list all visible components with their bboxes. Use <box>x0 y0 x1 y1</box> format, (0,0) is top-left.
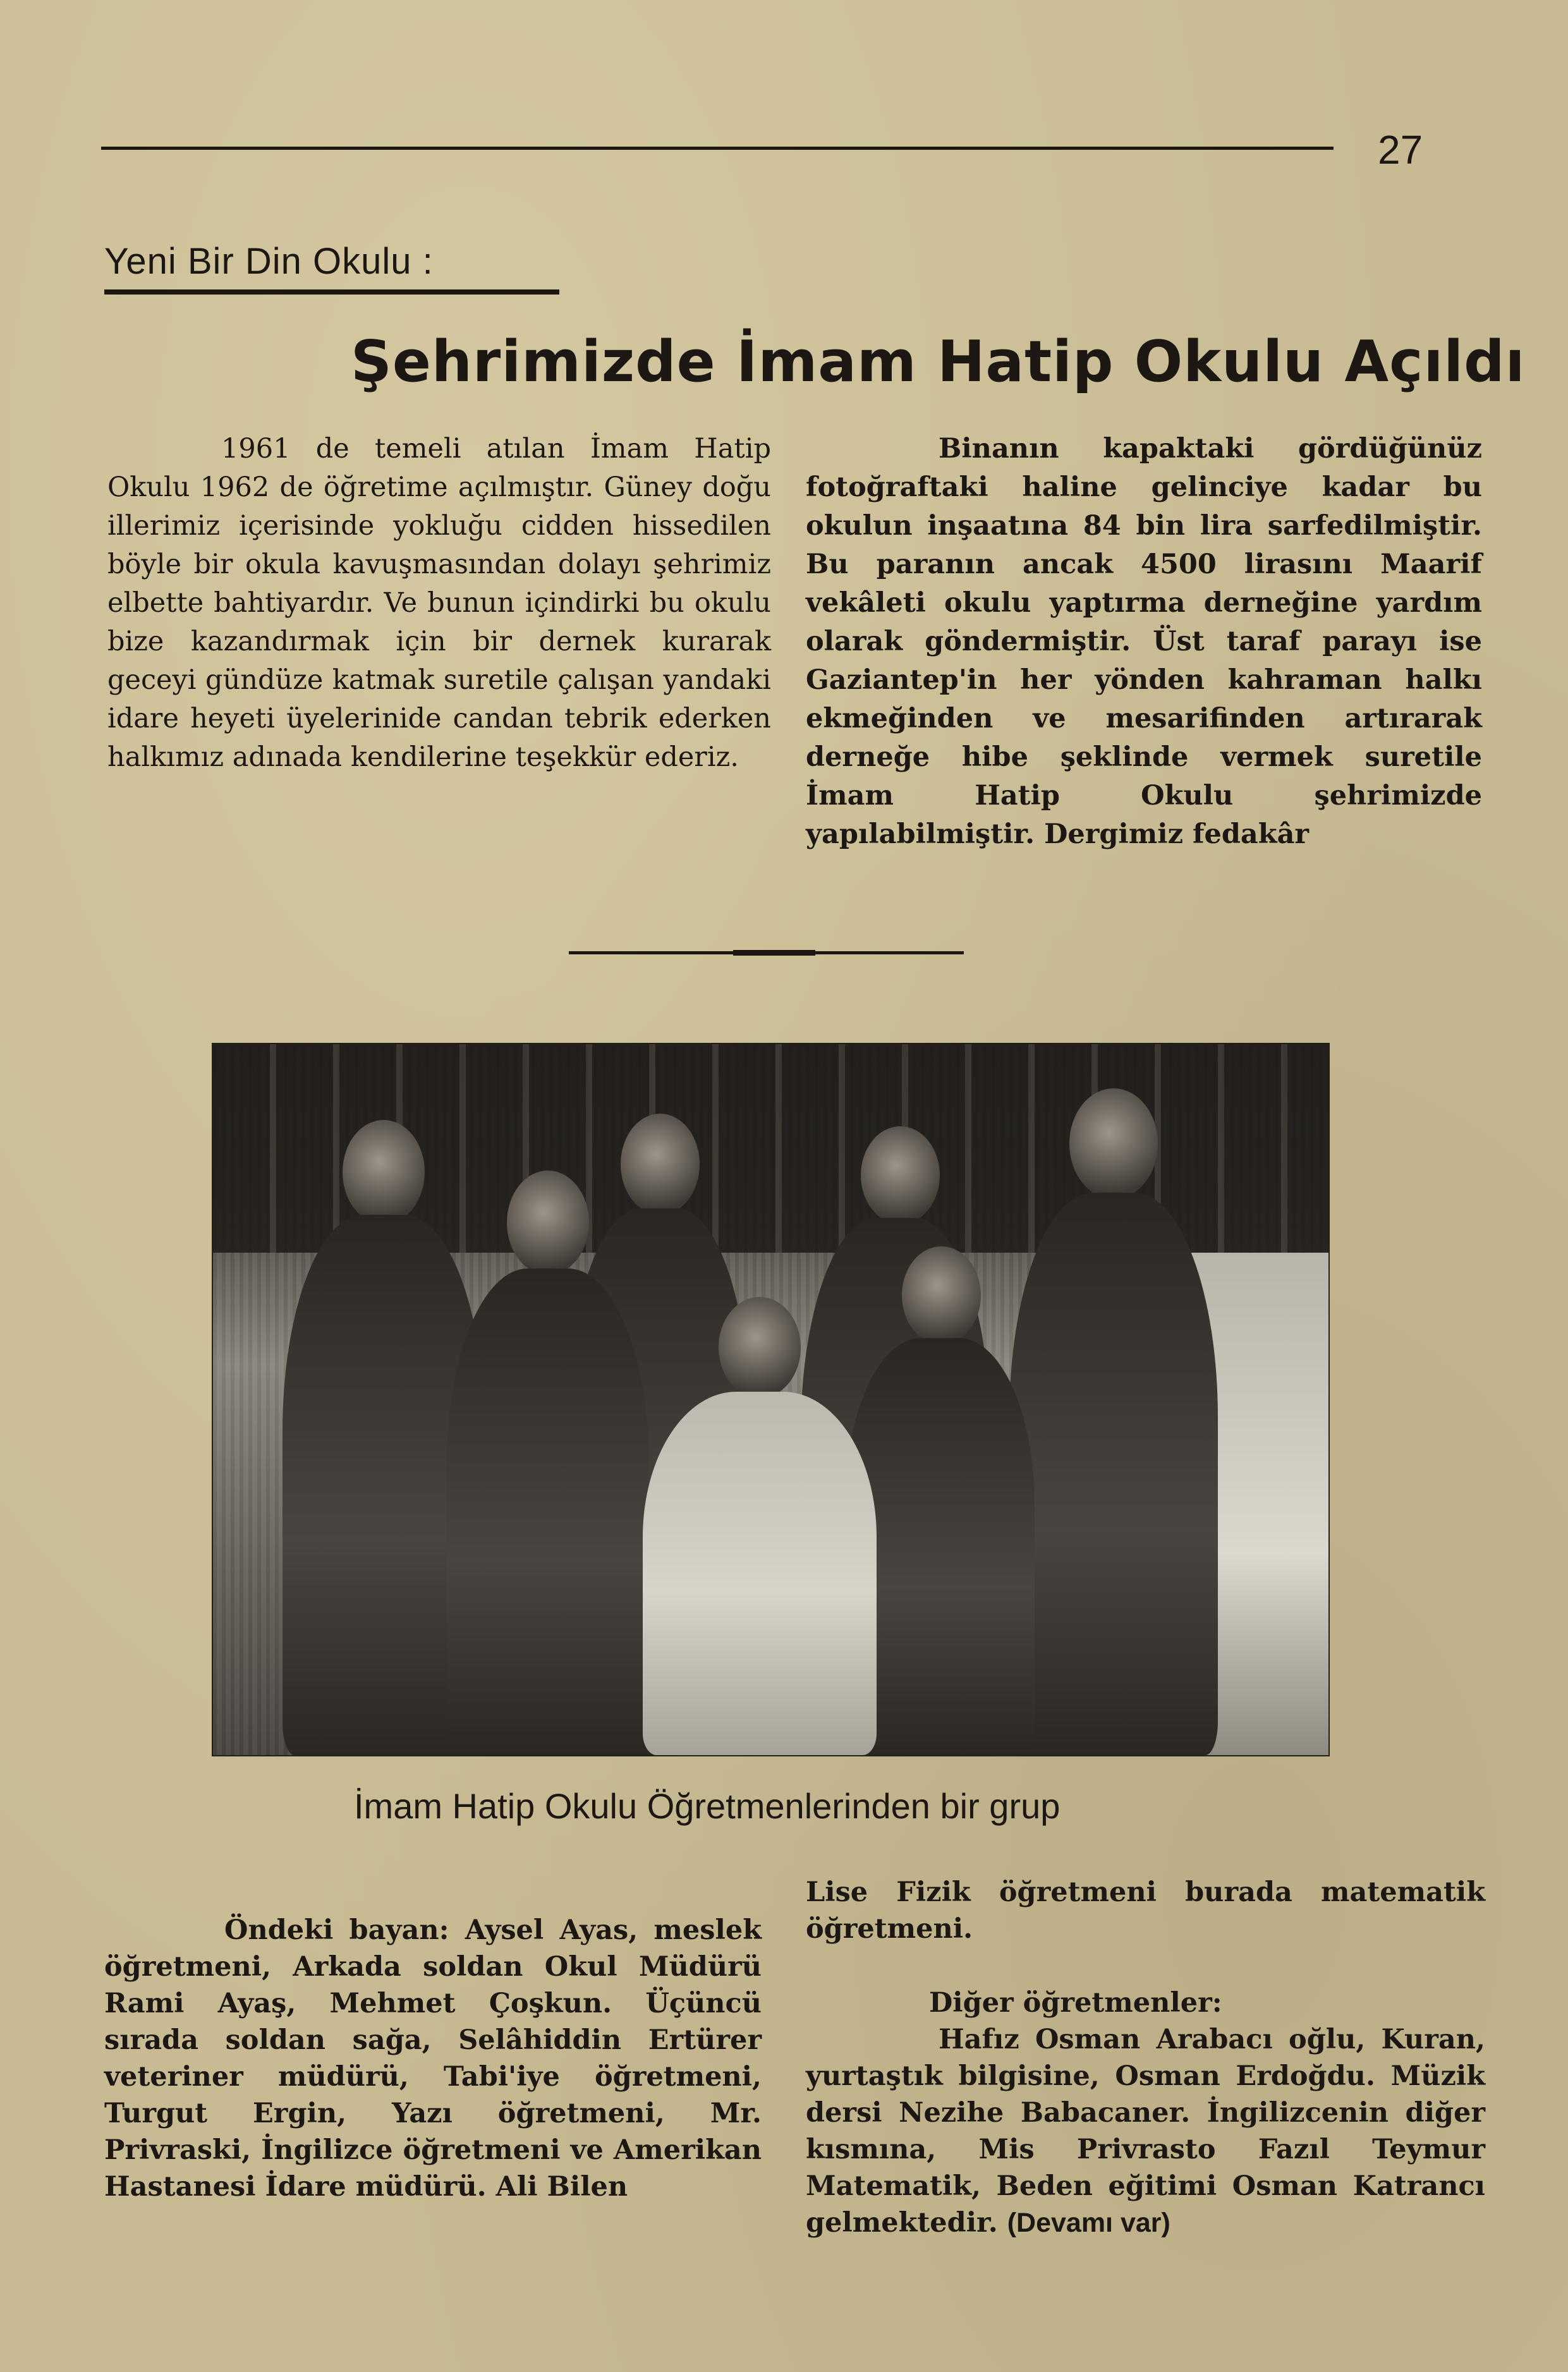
person-middle-left <box>447 1171 649 1755</box>
section-label: Yeni Bir Din Okulu : <box>104 241 434 282</box>
person-front-woman <box>643 1297 877 1755</box>
section-underline <box>104 289 559 295</box>
center-divider-thick <box>733 950 815 956</box>
article-headline: Şehrimizde İmam Hatip Okulu Açıldı <box>351 329 1526 395</box>
other-teachers-label: Diğer öğretmenler: <box>929 1987 1222 2019</box>
page-number: 27 <box>1378 127 1423 173</box>
person-back-right <box>1009 1088 1218 1755</box>
article-left-column: 1961 de temeli atılan İmam Hatip Okulu 1962 de öğretime açılmıştır. Güney doğu illerimiz içerisinde yokluğu cidden hissedilen böyle bir okula kavuşmasından dolayı şehrimiz elbette bahtiyardır. Ve bunun içindirki bu okulu bize kazandırmak için bir dernek kurarak geceyi gündüze katmak suretile çalışan yandaki idare heyeti üyelerinide candan tebrik ederken halkımız adınada kendilerine teşekkür ederiz. <box>107 433 771 773</box>
photo-caption: İmam Hatip Okulu Öğretmenlerinden bir grup <box>354 1786 1061 1826</box>
other-teachers-text: Hafız Osman Arabacı oğlu, Kuran, yurtaştık bilgisine, Osman Erdoğdu. Müzik dersi Nezihe Babacaner. İngilizcenin diğer kısmına, Mis Privrasto Fazıl Teymur Matematik, Beden eğitimi Osman Katrancı gelmektedir. <box>806 2024 1485 2239</box>
article-right-column: Binanın kapaktaki gördüğünüz fotoğraftaki haline gelinciye kadar bu okulun inşaatına 84 bin lira sarfedilmiştir. Bu paranın ancak 4500 lirasını Maarif vekâleti okulu yaptırma derneğine yardım olarak göndermiştir. Üst taraf parayı ise Gaziantep'in her yönden kahraman halkı ekmeğinden ve mesarifinden artırarak derneğe hibe şeklinde vermek suretile İmam Hatip Okulu şehrimizde yapılabilmiştir. Dergimiz fedakâr <box>806 433 1482 850</box>
other-teachers-list <box>806 2021 1485 2241</box>
caption-details-right: Lise Fizik öğretmeni burada matematik öğretmeni. <box>806 1876 1485 1945</box>
continued-note: (Devamı var) <box>1007 2208 1170 2238</box>
top-rule <box>101 147 1334 150</box>
group-photo <box>212 1043 1330 1756</box>
caption-details-left: Öndeki bayan: Aysel Ayas, meslek öğretmeni, Arkada soldan Okul Müdürü Rami Ayaş, Mehmet Çoşkun. Üçüncü sırada soldan sağa, Selâhiddin Ertürer veteriner müdürü, Tabi'iye öğretmeni, Turgut Ergin, Yazı öğretmeni, Mr. Privraski, İngilizce öğretmeni ve Amerikan Hastanesi İdare müdürü. Ali Bilen <box>104 1914 762 2203</box>
